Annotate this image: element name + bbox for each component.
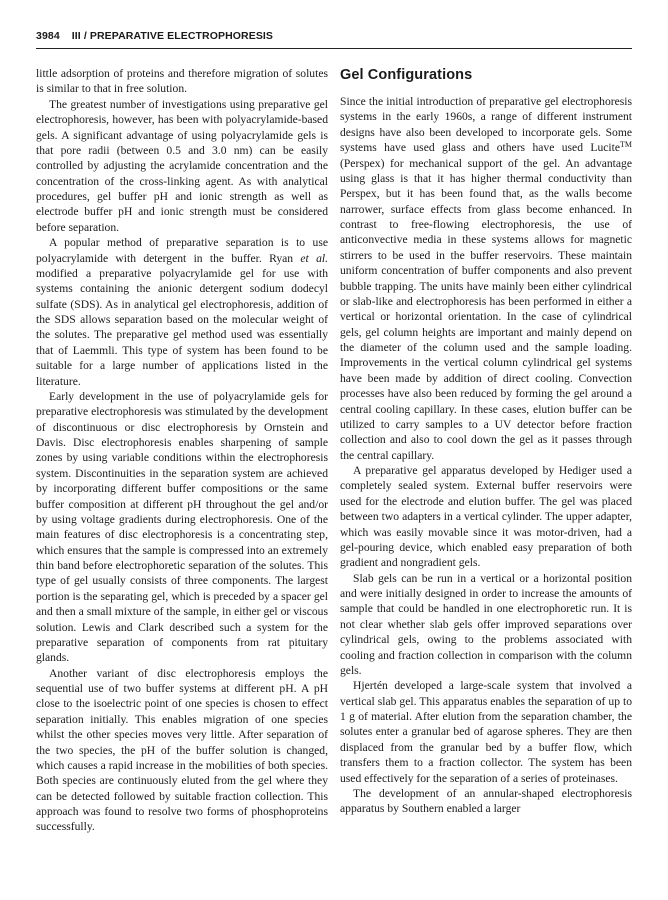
text-run: modified a preparative polyacrylamide gel for use with systems containing the anionic detergent sodium dodecyl sulfate (SDS). As in analytical gel electrophoresis, addition of the SDS allows separation based on the molecular weight of the solutes. The preparative gel method used was essentially that of Laemmli. This type of system has been found to be suitable for a large number of applications listed in the literature.: [36, 266, 328, 388]
paragraph: little adsorption of proteins and therefore migration of solutes is similar to that in free solution.: [36, 67, 328, 96]
paragraph: [340, 94, 632, 463]
trademark-superscript: TM: [620, 140, 632, 150]
paragraph: [36, 235, 328, 389]
paragraph: A preparative gel apparatus developed by Hediger used a completely sealed system. External buffer reservoirs were used for the electrode and elution buffer. The gel was placed between two adapters in a vertical cylinder. The upper adapter, which was easily movable since it was motor-driven, had a gel-pouring device, which enabled easy preparation of both gradient and nongradient gels.: [340, 464, 632, 570]
paragraph: The development of an annular-shaped electrophoresis apparatus by Southern enabled a larger: [340, 786, 632, 816]
text-run: A popular method of preparative separation is to use polyacrylamide with detergent in the buffer. Ryan: [36, 236, 328, 265]
running-header: [36, 28, 632, 49]
paragraph: Early development in the use of polyacrylamide gels for preparative electrophoresis was stimulated by the development of discontinuous or disc electrophoresis by Ornstein and Davis. Disc electrophoresis enables sharpening of sample zones by using variable conditions within the electrophoresis system. Discontinuities in the separation system are achieved by incorporating different buffer compositions or the same buffer composition at different pH throughout the gel and/or by using voltage gradients during electrophoresis. One of the main features of disc electrophoresis is a concentrating step, which ensures that the sample is compressed into an extremely thin band before electrophoretic separation of the solutes. This type of gel usually consists of three components. The largest portion is the separating gel, which is preceded by a spacer gel and then a small mixture of the sample, in either gel or viscous solution. Lewis and Clark described such a system for the preparative separation of components from rat pituitary glands.: [36, 389, 328, 665]
paragraph: Another variant of disc electrophoresis employs the sequential use of two buffer systems at different pH. A pH close to the isoelectric point of one species is chosen to effect separation initially. This enables migration of one species whilst the other species moves very little. After separation of the two species, the pH of the buffer solution is changed, which causes a rapid increase in the mobilities of both species. Both species are continuously eluted from the gel where they can be detected followed by suitable fraction collection. This approach was found to resolve two forms of phosphoproteins successfully.: [36, 666, 328, 834]
paragraph: Hjertén developed a large-scale system that involved a vertical slab gel. This apparatus enables the separation of up to 1 g of material. After elution from the separation chamber, the solutes enter a granular bed of agarose spheres. They are then displaced from the granular bed by a buffer flow, which transfers them to a fraction collector. The system has been used effectively for the separation of a series of proteinases.: [340, 679, 632, 785]
paragraph: Slab gels can be run in a vertical or a horizontal position and were initially designed in order to increase the amounts of sample that could be handled in one electrophoretic run. It is not clear whether slab gels offer improved separations over cylindrical gels, owing to the problems associated with cooling and fraction collection in comparison with the column gels.: [340, 571, 632, 677]
running-title: III / PREPARATIVE ELECTROPHORESIS: [71, 30, 274, 42]
right-column: [340, 66, 632, 817]
page-number: 3984: [36, 30, 60, 42]
left-column: [36, 66, 328, 835]
text-run: Since the initial introduction of preparative gel electrophoresis systems in the early 1960s, a range of different instrument designs have also been developed to incorporate gels. Some systems have used glass and others have used Lucite: [340, 95, 632, 155]
paragraph: The greatest number of investigations using preparative gel electrophoresis, however, has been with polyacrylamide-based gels. A significant advantage of using polyacrylamide gels is that pore radii (between 0.5 and 3.0 nm) can be easily controlled by adjusting the acrylamide concentration and the concentration of the cross-linking agent. As with analytical procedures, gel buffer pH and ionic strength as well as electrode buffer pH and ionic strength must be considered before separation.: [36, 97, 328, 234]
italic-et-al: et al.: [300, 251, 329, 265]
section-heading: Gel Configurations: [340, 67, 473, 83]
text-run: (Perspex) for mechanical support of the gel. An advantage using glass is that it has higher thermal conductivity than Perspex, but it has been found that, as the walls become narrower, surface effects from glass become enhanced. In contrast to free-flowing electrophoresis, the use of anticonvective media in these systems allows for magnetic stirrers to be used in the buffer reservoirs. These maintain uniform concentration of buffer components and also prevent bubble trapping. The units have mainly been either cylindrical or slab-like and electrophoresis has been performed in either a vertical or horizontal orientation. In the case of cylindrical gels, gel column heights are important and mainly depend on the diameter of the column used and the sample loading. Improvements in the vertical column cylindrical gel systems have been made by addition of direct cooling. Convection processes have also been reduced by forming the gel around a central cooling capillary. In these cases, elution buffer can be utilized to carry samples to a UV detector before fraction collection and also to cool down the gel as it passes through the central capillary.: [340, 156, 632, 462]
